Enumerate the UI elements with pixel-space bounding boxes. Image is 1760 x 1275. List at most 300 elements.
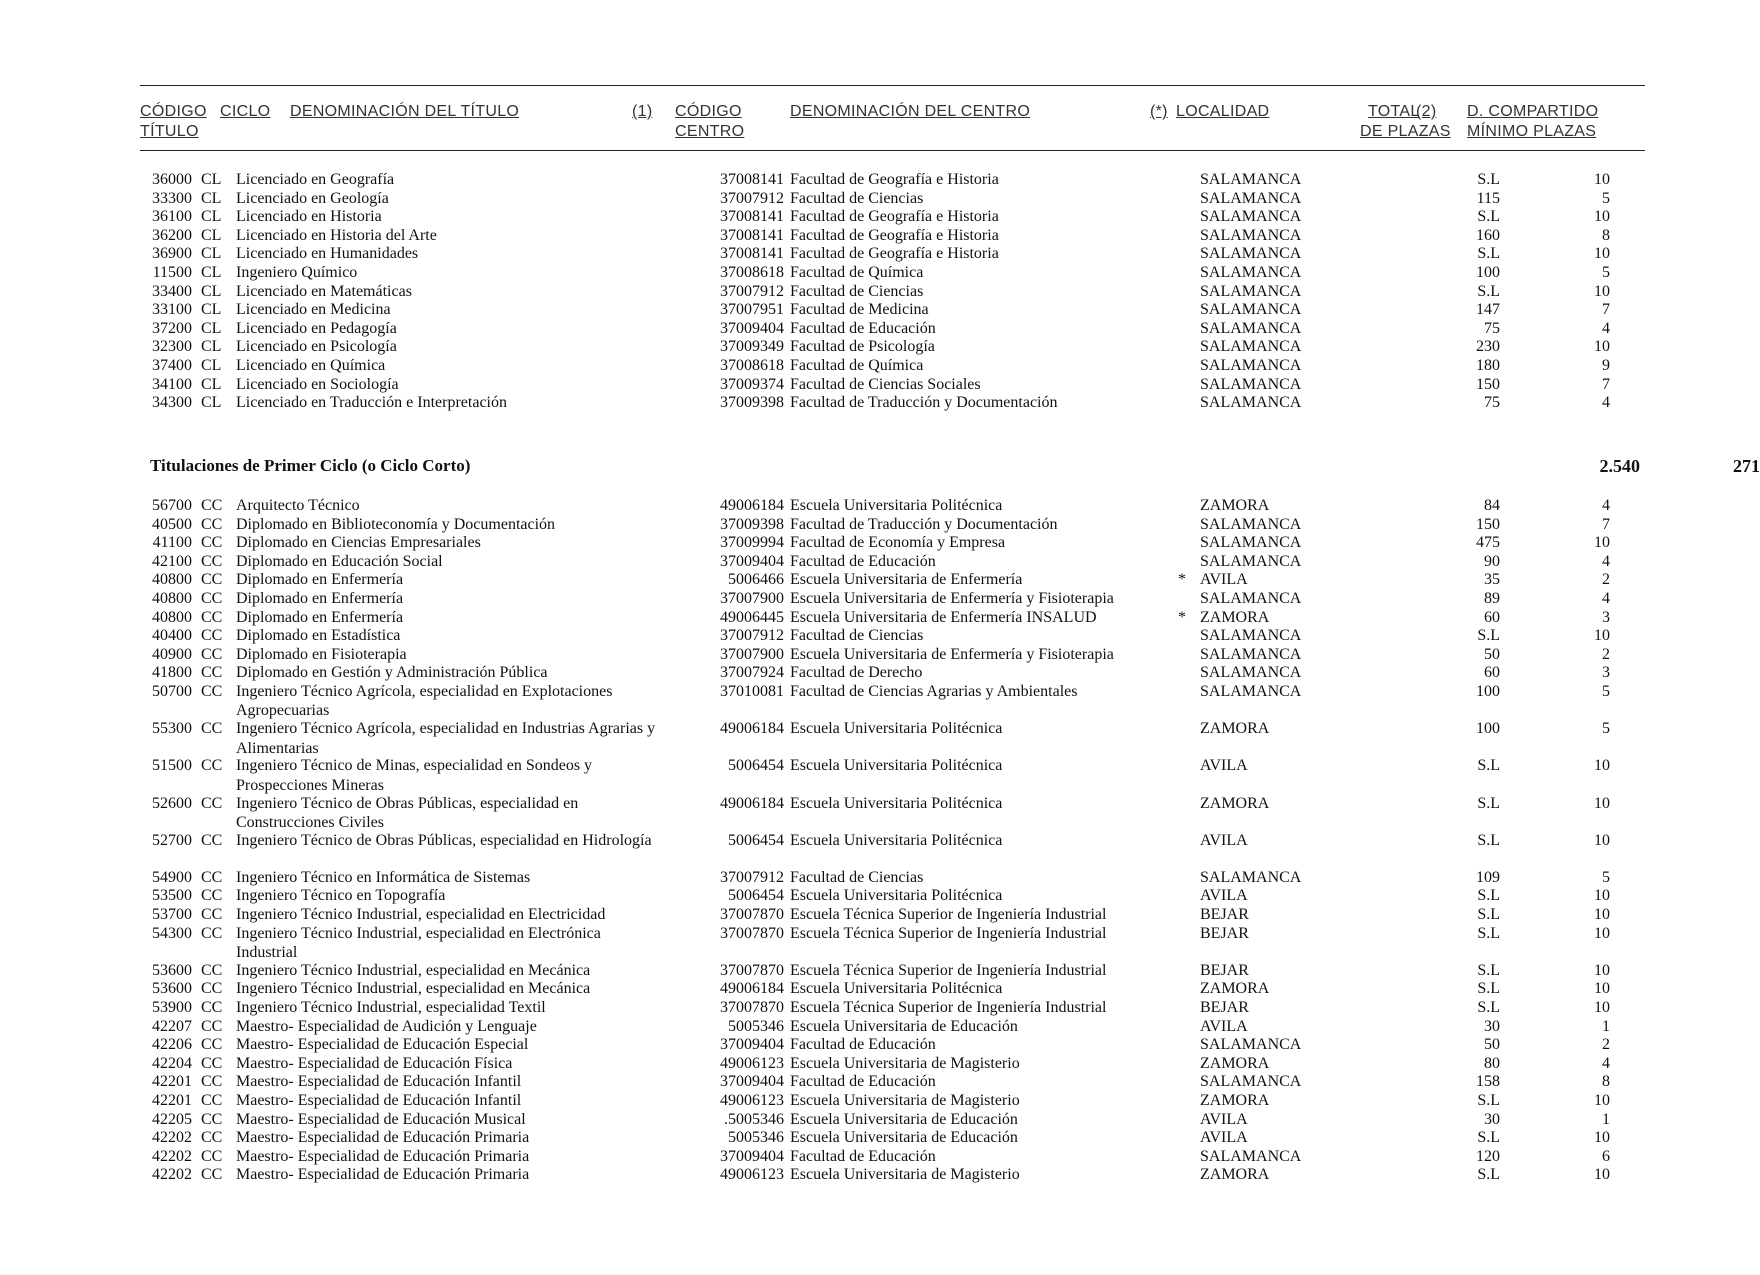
- cell-codigo-centro: 37009404: [720, 552, 784, 570]
- header-codigo-centro: CÓDIGO: [675, 103, 742, 120]
- cell-ciclo: CL: [201, 263, 222, 281]
- cell-minimo-plazas: 5: [1602, 682, 1610, 700]
- cell-minimo-plazas: 4: [1602, 394, 1610, 412]
- cell-ciclo: CC: [201, 720, 223, 738]
- cell-denominacion-centro: Facultad de Ciencias: [790, 189, 924, 207]
- cell-denominacion-centro: Facultad de Educación: [790, 1073, 936, 1091]
- header-denominacion-titulo: DENOMINACIÓN DEL TÍTULO: [290, 103, 520, 120]
- cell-codigo-titulo: 52700: [152, 831, 192, 849]
- cell-ciclo: CC: [201, 534, 223, 552]
- cell-denominacion-titulo: Diplomado en Biblioteconomía y Documentación: [236, 515, 556, 533]
- cell-codigo-centro: 37007900: [720, 589, 784, 607]
- cell-minimo-plazas: 10: [1594, 924, 1610, 942]
- cell-total-plazas: S.L: [1477, 924, 1500, 942]
- cell-denominacion-titulo: Diplomado en Fisioterapia: [236, 645, 407, 663]
- cell-codigo-titulo: 40900: [152, 645, 192, 663]
- cell-codigo-titulo: 54900: [152, 868, 192, 886]
- cell-denominacion-centro: Escuela Universitaria de Enfermería y Fisioterapia: [790, 645, 1114, 663]
- table-row: [0, 663, 1650, 682]
- cell-denominacion-centro: Escuela Técnica Superior de Ingeniería Industrial: [790, 961, 1107, 979]
- cell-total-plazas: S.L: [1477, 999, 1500, 1017]
- cell-total-plazas: 80: [1484, 1054, 1500, 1072]
- cell-codigo-titulo: 40800: [152, 571, 192, 589]
- cell-codigo-centro: 49006123: [720, 1166, 784, 1184]
- cell-nota-asterisco: *: [1178, 608, 1186, 626]
- cell-codigo-titulo: 42207: [152, 1017, 192, 1035]
- cell-denominacion-centro: Escuela Universitaria de Enfermería: [790, 571, 1023, 589]
- cell-denominacion-centro: Escuela Universitaria de Educación: [790, 1110, 1018, 1128]
- cell-codigo-titulo: 53500: [152, 887, 192, 905]
- table-row: [0, 608, 1650, 627]
- cell-denominacion-titulo: Maestro- Especialidad de Educación Primaria: [236, 1129, 530, 1147]
- cell-ciclo: CC: [201, 924, 223, 942]
- cell-denominacion-centro: Escuela Universitaria de Magisterio: [790, 1166, 1020, 1184]
- cell-codigo-centro: 37007870: [720, 999, 784, 1017]
- cell-total-plazas: 30: [1484, 1017, 1500, 1035]
- cell-codigo-titulo: 37200: [152, 319, 192, 337]
- cell-minimo-plazas: 5: [1602, 720, 1610, 738]
- cell-codigo-centro: 37007912: [720, 282, 784, 300]
- cell-total-plazas: 89: [1484, 589, 1500, 607]
- table-row: [0, 1054, 1650, 1073]
- table-row: [0, 533, 1650, 552]
- cell-ciclo: CC: [201, 682, 223, 700]
- cell-denominacion-titulo: Ingeniero Químico: [236, 263, 358, 281]
- header-top-rule: [140, 85, 1645, 86]
- cell-localidad: SALAMANCA: [1200, 338, 1302, 356]
- cell-ciclo: CL: [201, 394, 222, 412]
- table-row: [0, 1165, 1650, 1184]
- cell-denominacion-centro: Escuela Universitaria Politécnica: [790, 887, 1003, 905]
- cell-denominacion-titulo: Licenciado en Pedagogía: [236, 319, 397, 337]
- cell-minimo-plazas: 10: [1594, 887, 1610, 905]
- cell-minimo-plazas: 10: [1594, 171, 1610, 188]
- cell-denominacion-titulo: Ingeniero Técnico de Obras Públicas, especialidad en Hidrología: [236, 831, 652, 849]
- cell-localidad: SALAMANCA: [1200, 1073, 1302, 1091]
- cell-localidad: BEJAR: [1200, 906, 1249, 924]
- cell-denominacion-centro: Facultad de Ciencias: [790, 282, 924, 300]
- table-row: [0, 356, 1650, 375]
- cell-total-plazas: 100: [1476, 263, 1500, 281]
- cell-ciclo: CL: [201, 301, 222, 319]
- table-row: [0, 319, 1650, 338]
- cell-denominacion-titulo: Maestro- Especialidad de Audición y Lenguaje: [236, 1017, 537, 1035]
- cell-minimo-plazas: 10: [1594, 961, 1610, 979]
- cell-codigo-titulo: 40800: [152, 608, 192, 626]
- cell-codigo-titulo: 53600: [152, 961, 192, 979]
- cell-codigo-centro: 5005346: [728, 1129, 784, 1147]
- cell-localidad: SALAMANCA: [1200, 589, 1302, 607]
- cell-codigo-titulo: 42206: [152, 1036, 192, 1054]
- cell-total-plazas: 90: [1484, 552, 1500, 570]
- cell-localidad: SALAMANCA: [1200, 1147, 1302, 1165]
- cell-localidad: SALAMANCA: [1200, 664, 1302, 682]
- cell-codigo-titulo: 40500: [152, 515, 192, 533]
- cell-localidad: BEJAR: [1200, 924, 1249, 942]
- table-row: [0, 924, 1650, 961]
- cell-minimo-plazas: 4: [1602, 552, 1610, 570]
- cell-total-plazas: 180: [1476, 356, 1500, 374]
- cell-denominacion-titulo: Diplomado en Enfermería: [236, 571, 404, 589]
- cell-ciclo: CL: [201, 319, 222, 337]
- header-total: TOTAL: [1368, 103, 1420, 120]
- cell-localidad: AVILA: [1200, 571, 1248, 589]
- section-header-primer-ciclo: [150, 456, 1760, 480]
- cell-localidad: SALAMANCA: [1200, 301, 1302, 319]
- cell-denominacion-titulo: Maestro- Especialidad de Educación Infantil: [236, 1073, 522, 1091]
- table-row: [0, 961, 1650, 980]
- cell-ciclo: CC: [201, 589, 223, 607]
- table-row: [0, 300, 1650, 319]
- cell-minimo-plazas: 10: [1594, 338, 1610, 356]
- cell-ciclo: CC: [201, 794, 223, 812]
- cell-total-plazas: 75: [1484, 394, 1500, 412]
- cell-denominacion-centro: Facultad de Ciencias Sociales: [790, 375, 981, 393]
- cell-denominacion-centro: Facultad de Geografía e Historia: [790, 245, 999, 263]
- table-row: [0, 868, 1650, 887]
- cell-total-plazas: 75: [1484, 319, 1500, 337]
- cell-denominacion-centro: Facultad de Geografía e Historia: [790, 208, 999, 226]
- header-note-star: (*): [1150, 103, 1168, 120]
- cell-denominacion-centro: Escuela Técnica Superior de Ingeniería Industrial: [790, 906, 1107, 924]
- cell-codigo-centro: 37007912: [720, 189, 784, 207]
- table-row: [0, 189, 1650, 208]
- cell-denominacion-centro: Escuela Universitaria de Educación: [790, 1129, 1018, 1147]
- cell-denominacion-titulo: Diplomado en Enfermería: [236, 589, 404, 607]
- cell-localidad: SALAMANCA: [1200, 245, 1302, 263]
- cell-codigo-titulo: 36200: [152, 226, 192, 244]
- cell-denominacion-titulo: Ingeniero Técnico en Informática de Sistemas: [236, 868, 531, 886]
- cell-codigo-titulo: 42100: [152, 552, 192, 570]
- cell-codigo-centro: 37008141: [720, 245, 784, 263]
- cell-codigo-titulo: 42201: [152, 1092, 192, 1109]
- cell-codigo-titulo: 51500: [152, 757, 192, 775]
- cell-localidad: SALAMANCA: [1200, 189, 1302, 207]
- cell-denominacion-titulo: Ingeniero Técnico de Obras Públicas, especialidad en Construcciones Civiles: [236, 794, 579, 831]
- cell-denominacion-centro: Escuela Técnica Superior de Ingeniería Industrial: [790, 999, 1107, 1017]
- cell-codigo-titulo: 34300: [152, 394, 192, 412]
- cell-minimo-plazas: 7: [1602, 375, 1610, 393]
- cell-minimo-plazas: 3: [1602, 664, 1610, 682]
- cell-total-plazas: S.L: [1477, 961, 1500, 979]
- cell-denominacion-centro: Facultad de Química: [790, 263, 924, 281]
- cell-minimo-plazas: 10: [1594, 1092, 1610, 1109]
- cell-ciclo: CL: [201, 282, 222, 300]
- cell-minimo-plazas: 7: [1602, 301, 1610, 319]
- cell-localidad: ZAMORA: [1200, 497, 1270, 514]
- cell-localidad: SALAMANCA: [1200, 627, 1302, 645]
- cell-minimo-plazas: 9: [1602, 356, 1610, 374]
- cell-minimo-plazas: 1: [1602, 1110, 1610, 1128]
- cell-total-plazas: 35: [1484, 571, 1500, 589]
- cell-ciclo: CC: [201, 571, 223, 589]
- cell-codigo-centro: 37008141: [720, 226, 784, 244]
- cell-codigo-centro: 37007870: [720, 961, 784, 979]
- cell-codigo-titulo: 56700: [152, 497, 192, 514]
- cell-denominacion-titulo: Diplomado en Ciencias Empresariales: [236, 534, 481, 552]
- table-row: [0, 515, 1650, 534]
- cell-total-plazas: 120: [1476, 1147, 1500, 1165]
- cell-localidad: SALAMANCA: [1200, 375, 1302, 393]
- cell-total-plazas: 475: [1476, 534, 1500, 552]
- table-row: [0, 1035, 1650, 1054]
- cell-localidad: SALAMANCA: [1200, 682, 1302, 700]
- table-row: [0, 496, 1650, 515]
- cell-codigo-titulo: 37400: [152, 356, 192, 374]
- table-row: [0, 1128, 1650, 1147]
- cell-codigo-centro: 49006445: [720, 608, 784, 626]
- cell-codigo-centro: 37009404: [720, 1147, 784, 1165]
- cell-codigo-centro: 49006184: [720, 497, 784, 514]
- cell-codigo-centro: 37009398: [720, 394, 784, 412]
- cell-denominacion-titulo: Maestro- Especialidad de Educación Física: [236, 1054, 513, 1072]
- cell-minimo-plazas: 10: [1594, 627, 1610, 645]
- cell-denominacion-centro: Escuela Universitaria de Magisterio: [790, 1092, 1020, 1109]
- table-row: [0, 337, 1650, 356]
- cell-minimo-plazas: 10: [1594, 1129, 1610, 1147]
- cell-denominacion-centro: Facultad de Ciencias Agrarias y Ambientales: [790, 682, 1078, 700]
- cell-localidad: SALAMANCA: [1200, 1036, 1302, 1054]
- cell-codigo-centro: 37007900: [720, 645, 784, 663]
- cell-denominacion-centro: Escuela Universitaria de Enfermería INSALUD: [790, 608, 1097, 626]
- cell-minimo-plazas: 5: [1602, 263, 1610, 281]
- cell-denominacion-centro: Facultad de Química: [790, 356, 924, 374]
- cell-localidad: SALAMANCA: [1200, 552, 1302, 570]
- cell-total-plazas: S.L: [1477, 627, 1500, 645]
- cell-localidad: SALAMANCA: [1200, 208, 1302, 226]
- table-row: [0, 244, 1650, 263]
- cell-denominacion-centro: Facultad de Educación: [790, 319, 936, 337]
- cell-total-plazas: 160: [1476, 226, 1500, 244]
- cell-ciclo: CC: [201, 1147, 223, 1165]
- cell-total-plazas: 50: [1484, 645, 1500, 663]
- cell-localidad: SALAMANCA: [1200, 515, 1302, 533]
- header-note-2: (2): [1416, 103, 1437, 120]
- cell-total-plazas: 30: [1484, 1110, 1500, 1128]
- cell-codigo-titulo: 40400: [152, 627, 192, 645]
- cell-ciclo: CL: [201, 245, 222, 263]
- cell-minimo-plazas: 10: [1594, 980, 1610, 998]
- cell-codigo-centro: 37009404: [720, 1036, 784, 1054]
- cell-localidad: AVILA: [1200, 831, 1248, 849]
- cell-minimo-plazas: 10: [1594, 1166, 1610, 1184]
- cell-codigo-titulo: 36100: [152, 208, 192, 226]
- cell-localidad: ZAMORA: [1200, 1054, 1270, 1072]
- table-row: [0, 1147, 1650, 1166]
- header-denominacion-centro: DENOMINACIÓN DEL CENTRO: [790, 103, 1031, 120]
- table-row: [0, 1017, 1650, 1036]
- cell-minimo-plazas: 5: [1602, 868, 1610, 886]
- cell-denominacion-centro: Facultad de Educación: [790, 552, 936, 570]
- header-centro: CENTRO: [675, 123, 745, 140]
- table-row: [0, 794, 1650, 831]
- cell-codigo-centro: 37007912: [720, 627, 784, 645]
- cell-denominacion-centro: Facultad de Educación: [790, 1147, 936, 1165]
- cell-denominacion-titulo: Maestro- Especialidad de Educación Primaria: [236, 1166, 530, 1184]
- cell-total-plazas: S.L: [1477, 906, 1500, 924]
- cell-localidad: SALAMANCA: [1200, 282, 1302, 300]
- cell-denominacion-titulo: Arquitecto Técnico: [236, 497, 360, 514]
- table-row: [0, 905, 1650, 924]
- cell-minimo-plazas: 10: [1594, 208, 1610, 226]
- cell-codigo-centro: 37007912: [720, 868, 784, 886]
- cell-codigo-titulo: 42202: [152, 1147, 192, 1165]
- cell-total-plazas: 230: [1476, 338, 1500, 356]
- cell-codigo-centro: 37008618: [720, 356, 784, 374]
- cell-ciclo: CC: [201, 515, 223, 533]
- cell-denominacion-titulo: Ingeniero Técnico Industrial, especialidad Textil: [236, 999, 546, 1017]
- header-bottom-rule: [140, 150, 1645, 151]
- header-de-plazas: DE PLAZAS: [1360, 123, 1451, 140]
- table-row: [0, 282, 1650, 301]
- cell-denominacion-centro: Facultad de Educación: [790, 1036, 936, 1054]
- cell-codigo-centro: 49006123: [720, 1092, 784, 1109]
- table-row: [0, 375, 1650, 394]
- cell-localidad: AVILA: [1200, 757, 1248, 775]
- cell-ciclo: CC: [201, 1166, 223, 1184]
- cell-codigo-centro: 49006184: [720, 794, 784, 812]
- cell-total-plazas: S.L: [1477, 208, 1500, 226]
- cell-codigo-titulo: 11500: [152, 263, 192, 281]
- cell-denominacion-centro: Escuela Universitaria Politécnica: [790, 757, 1003, 775]
- cell-localidad: SALAMANCA: [1200, 394, 1302, 412]
- cell-ciclo: CC: [201, 1017, 223, 1035]
- cell-codigo-centro: 37008141: [720, 171, 784, 188]
- cell-minimo-plazas: 8: [1602, 226, 1610, 244]
- cell-total-plazas: S.L: [1477, 794, 1500, 812]
- cell-codigo-titulo: 54300: [152, 924, 192, 942]
- cell-localidad: SALAMANCA: [1200, 319, 1302, 337]
- cell-codigo-centro: .5005346: [724, 1110, 784, 1128]
- cell-nota-asterisco: *: [1178, 571, 1186, 589]
- cell-minimo-plazas: 3: [1602, 608, 1610, 626]
- header-codigo-titulo: CÓDIGO: [140, 103, 207, 120]
- cell-denominacion-titulo: Ingeniero Técnico Industrial, especialidad en Mecánica: [236, 961, 591, 979]
- cell-localidad: SALAMANCA: [1200, 356, 1302, 374]
- cell-localidad: ZAMORA: [1200, 794, 1270, 812]
- cell-denominacion-titulo: Licenciado en Sociología: [236, 375, 399, 393]
- cell-minimo-plazas: 2: [1602, 645, 1610, 663]
- cell-codigo-titulo: 36000: [152, 171, 192, 188]
- cell-ciclo: CC: [201, 887, 223, 905]
- cell-ciclo: CL: [201, 356, 222, 374]
- cell-ciclo: CC: [201, 645, 223, 663]
- table-body-segundo-ciclo: [0, 170, 1650, 412]
- cell-ciclo: CC: [201, 757, 223, 775]
- cell-ciclo: CC: [201, 1129, 223, 1147]
- cell-denominacion-titulo: Licenciado en Geología: [236, 189, 389, 207]
- cell-minimo-plazas: 4: [1602, 319, 1610, 337]
- cell-denominacion-centro: Escuela Universitaria Politécnica: [790, 831, 1003, 849]
- cell-denominacion-titulo: Diplomado en Gestión y Administración Pública: [236, 664, 548, 682]
- section-total-plazas: 2.540: [1599, 456, 1640, 476]
- cell-ciclo: CL: [201, 338, 222, 356]
- cell-ciclo: CC: [201, 1036, 223, 1054]
- cell-localidad: ZAMORA: [1200, 1092, 1270, 1109]
- cell-ciclo: CC: [201, 961, 223, 979]
- table-row: [0, 979, 1650, 998]
- cell-codigo-centro: 49006184: [720, 980, 784, 998]
- table-row: [0, 886, 1650, 905]
- cell-total-plazas: S.L: [1477, 1129, 1500, 1147]
- cell-codigo-titulo: 36900: [152, 245, 192, 263]
- table-row: [0, 226, 1650, 245]
- cell-denominacion-titulo: Licenciado en Química: [236, 356, 386, 374]
- cell-minimo-plazas: 10: [1594, 906, 1610, 924]
- cell-denominacion-titulo: Licenciado en Medicina: [236, 301, 391, 319]
- cell-ciclo: CC: [201, 868, 223, 886]
- cell-total-plazas: S.L: [1477, 1092, 1500, 1109]
- cell-minimo-plazas: 10: [1594, 999, 1610, 1017]
- cell-codigo-centro: 5006454: [728, 757, 784, 775]
- cell-denominacion-centro: Escuela Universitaria Politécnica: [790, 794, 1003, 812]
- cell-denominacion-titulo: Licenciado en Matemáticas: [236, 282, 412, 300]
- cell-denominacion-centro: Facultad de Ciencias: [790, 627, 924, 645]
- cell-minimo-plazas: 10: [1594, 282, 1610, 300]
- cell-codigo-centro: 37010081: [720, 682, 784, 700]
- cell-ciclo: CL: [201, 208, 222, 226]
- cell-localidad: ZAMORA: [1200, 980, 1270, 998]
- cell-denominacion-titulo: Licenciado en Historia del Arte: [236, 226, 437, 244]
- cell-total-plazas: 100: [1476, 682, 1500, 700]
- cell-minimo-plazas: 8: [1602, 1073, 1610, 1091]
- cell-total-plazas: 60: [1484, 608, 1500, 626]
- cell-codigo-centro: 37009404: [720, 1073, 784, 1091]
- cell-localidad: AVILA: [1200, 1110, 1248, 1128]
- cell-total-plazas: 100: [1476, 720, 1500, 738]
- cell-localidad: SALAMANCA: [1200, 645, 1302, 663]
- cell-ciclo: CL: [201, 375, 222, 393]
- cell-total-plazas: S.L: [1477, 1166, 1500, 1184]
- header-localidad: LOCALIDAD: [1176, 103, 1270, 120]
- table-row: [0, 552, 1650, 571]
- cell-codigo-centro: 49006123: [720, 1054, 784, 1072]
- table-row: [0, 719, 1650, 756]
- table-row: [0, 1110, 1650, 1129]
- table-row: [0, 1091, 1650, 1110]
- section-minimo-plazas: 271: [1733, 456, 1760, 476]
- table-body-primer-ciclo: [0, 496, 1650, 1184]
- cell-denominacion-titulo: Maestro- Especialidad de Educación Infantil: [236, 1092, 522, 1109]
- cell-localidad: BEJAR: [1200, 999, 1249, 1017]
- cell-denominacion-titulo: Licenciado en Historia: [236, 208, 382, 226]
- cell-ciclo: CC: [201, 1054, 223, 1072]
- cell-minimo-plazas: 10: [1594, 534, 1610, 552]
- cell-codigo-titulo: 34100: [152, 375, 192, 393]
- cell-ciclo: CC: [201, 608, 223, 626]
- cell-total-plazas: S.L: [1477, 282, 1500, 300]
- cell-denominacion-titulo: Diplomado en Estadística: [236, 627, 401, 645]
- cell-total-plazas: 150: [1476, 375, 1500, 393]
- cell-codigo-centro: 37009374: [720, 375, 784, 393]
- header-note-1: (1): [632, 103, 653, 120]
- cell-denominacion-centro: Facultad de Geografía e Historia: [790, 226, 999, 244]
- cell-ciclo: CC: [201, 1073, 223, 1091]
- cell-codigo-titulo: 42204: [152, 1054, 192, 1072]
- cell-denominacion-centro: Facultad de Derecho: [790, 664, 923, 682]
- cell-minimo-plazas: 6: [1602, 1147, 1610, 1165]
- cell-denominacion-centro: Facultad de Economía y Empresa: [790, 534, 1006, 552]
- cell-denominacion-centro: Facultad de Geografía e Historia: [790, 171, 999, 188]
- cell-denominacion-centro: Escuela Universitaria Politécnica: [790, 497, 1003, 514]
- cell-codigo-titulo: 50700: [152, 682, 192, 700]
- cell-minimo-plazas: 1: [1602, 1017, 1610, 1035]
- cell-denominacion-centro: Escuela Técnica Superior de Ingeniería Industrial: [790, 924, 1107, 942]
- cell-total-plazas: 147: [1476, 301, 1500, 319]
- cell-minimo-plazas: 7: [1602, 515, 1610, 533]
- table-row: [0, 645, 1650, 664]
- cell-denominacion-titulo: Licenciado en Geografía: [236, 171, 395, 188]
